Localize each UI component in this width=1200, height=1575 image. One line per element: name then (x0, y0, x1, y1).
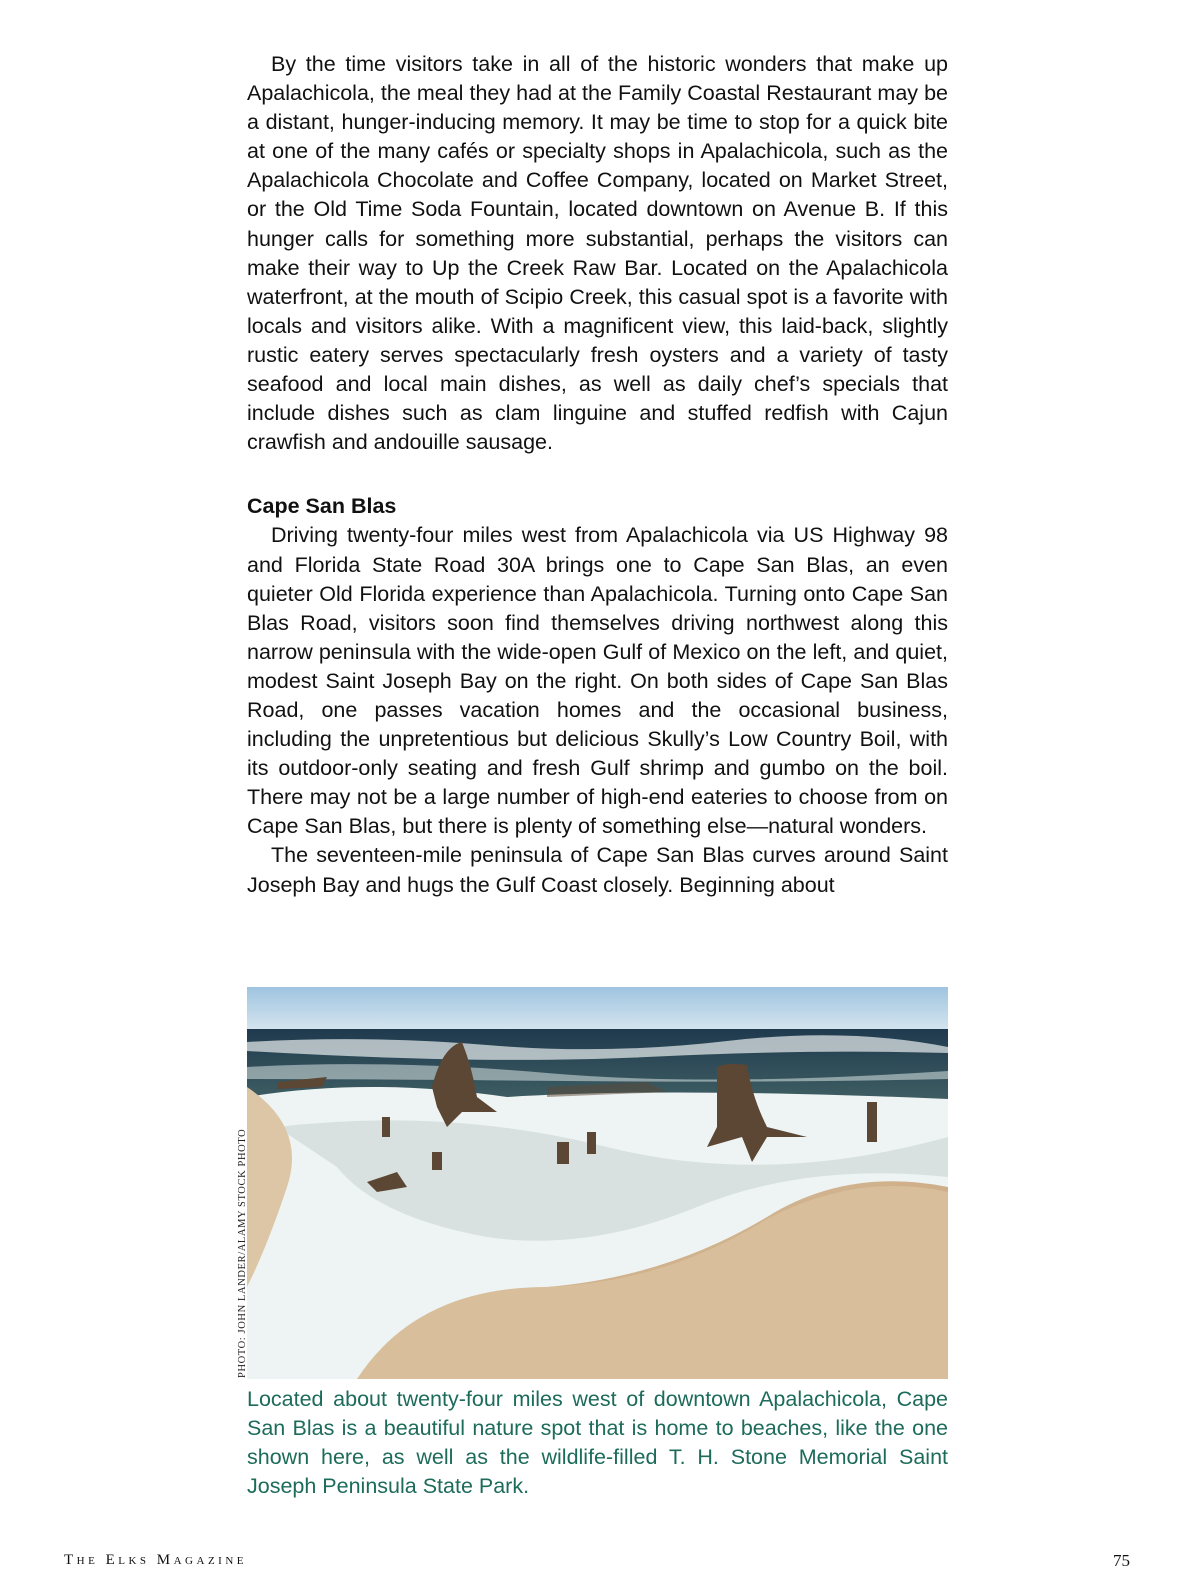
body-paragraph: By the time visitors take in all of the historic wonders that make up Apalachicola, the meal they had at the Family Coastal Restaurant may be a distant, hunger-inducing memory. It may be time to stop for a quick bite at one of the many cafés or specialty shops in Apalachicola, such as the Apalachicola Chocolate and Coffee Company, located on Market Street, or the Old Time Soda Fountain, located downtown on Avenue B. If this hunger calls for something more substantial, perhaps the visitors can make their way to Up the Creek Raw Bar. Located on the Apalachicola waterfront, at the mouth of Scipio Creek, this casual spot is a favorite with locals and visitors alike. With a magnificent view, this laid-back, slightly rustic eatery serves spectacularly fresh oysters and a variety of tasty seafood and local main dishes, as well as daily chef’s specials that include dishes such as clam linguine and stuffed redfish with Cajun crawfish and andouille sausage. (247, 52, 948, 455)
magazine-title: The Elks Magazine (64, 1552, 247, 1568)
photo-credit: PHOTO: JOHN LANDER/ALAMY STOCK PHOTO (237, 1128, 248, 1378)
photo-caption: Located about twenty-four miles west of downtown Apalachicola, Cape San Blas is a beautiful nature spot that is home to beaches, like the one shown here, as well as the wildlife-filled T. H. Stone Memorial Saint Joseph Peninsula State Park. (247, 1387, 948, 1499)
beach-photo-illustration (247, 987, 948, 1379)
section-heading: Cape San Blas (247, 494, 397, 519)
body-paragraph: The seventeen-mile peninsula of Cape San Blas curves around Saint Joseph Bay and hugs the Gulf Coast closely. Beginning about (247, 843, 948, 897)
body-paragraph: Driving twenty-four miles west from Apalachicola via US Highway 98 and Florida State Road 30A brings one to Cape San Blas, an even quieter Old Florida experience than Apalachicola. Turning onto Cape San Blas Road, visitors soon find themselves driving northwest along this narrow peninsula with the wide-open Gulf of Mexico on the left, and quiet, modest Saint Joseph Bay on the right. On both sides of Cape San Blas Road, one passes vacation homes and the occasional business, including the unpretentious but delicious Skully’s Low Country Boil, with its outdoor-only seating and fresh Gulf shrimp and gumbo on the boil. There may not be a large number of high-end eateries to choose from on Cape San Blas, but there is plenty of something else—natural wonders. (247, 523, 948, 839)
page-number: 75 (1113, 1551, 1130, 1570)
article-column (247, 50, 948, 900)
beach-photo (247, 987, 948, 1379)
